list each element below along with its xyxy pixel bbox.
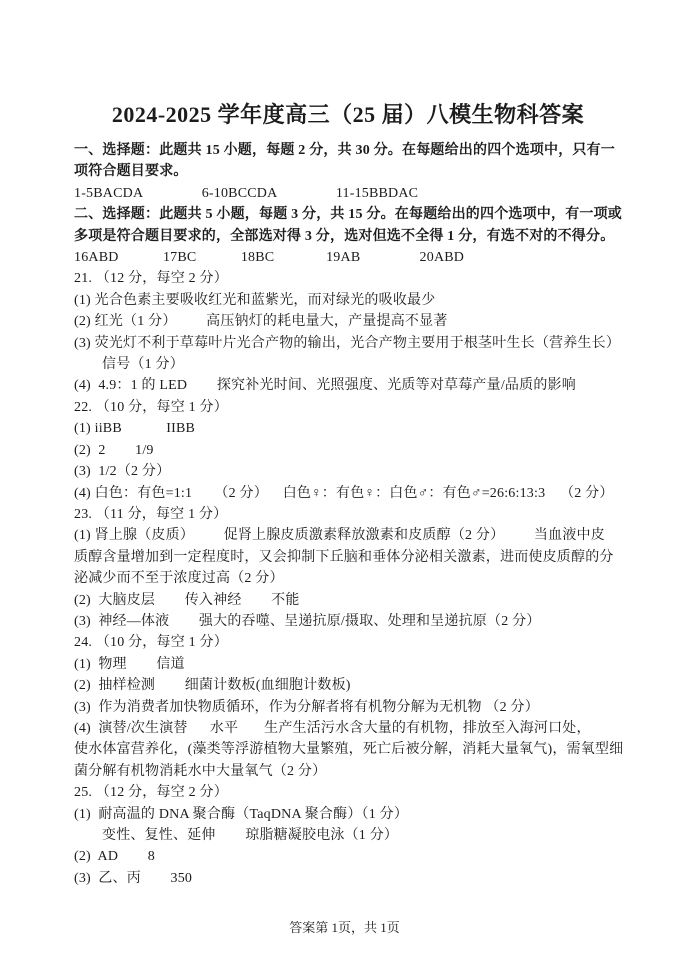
q24-answer-1: (1) 物理 信道 [74, 656, 185, 672]
q23-answer-1: (1) 肾上腺（皮质） 促肾上腺皮质激素释放激素和皮质醇（2 分） 当血液中皮 [74, 528, 605, 544]
section1-instructions-line1: 一、选择题：此题共 15 小题，每题 2 分，共 30 分。在每题给出的四个选项中，只有一 [74, 143, 615, 158]
q23-answer-2: (2) 大脑皮层 传入神经 不能 [74, 592, 300, 608]
q25-answer-2: (2) AD 8 [74, 849, 155, 865]
q25-answer-3: (3) 乙、丙 350 [74, 870, 193, 886]
page-title: 2024-2025 学年度高三（25 届）八模生物科答案 [111, 102, 585, 127]
q23-answer-1-continued-2: 泌减少而不至于浓度过高（2 分） [74, 571, 284, 587]
q24-answer-2: (2) 抽样检测 细菌计数板(血细胞计数板) [74, 678, 351, 694]
q22-header: 22. （10 分，每空 1 分） [74, 399, 228, 415]
q24-answer-4-continued-1: 使水体富营养化，(藻类等浮游植物大量繁殖，死亡后被分解，消耗大量氧气)，需氧型细 [74, 742, 624, 758]
section2-answers: 16ABD 17BC 18BC 19AB 20ABD [74, 250, 465, 266]
q22-answer-3: (3) 1/2（2 分） [74, 464, 171, 480]
q21-header: 21. （12 分，每空 2 分） [74, 271, 228, 287]
q23-header: 23. （11 分，每空 1 分） [74, 506, 228, 522]
q21-answer-4: (4) 4.9：1 的 LED 探究补光时间、光照强度、光质等对草莓产量/品质的影响 [74, 378, 576, 394]
q24-answer-3: (3) 作为消费者加快物质循环，作为分解者将有机物分解为无机物 （2 分） [74, 699, 539, 715]
q21-answer-1: (1) 光合色素主要吸收红光和蓝紫光，而对绿光的吸收最少 [74, 292, 436, 308]
section1-answers: 1-5BACDA 6-10BCCDA 11-15BBDAC [74, 185, 419, 201]
q21-answer-2: (2) 红光（1 分） 高压钠灯的耗电量大，产量提高不显著 [74, 314, 448, 330]
section2-instructions-line1: 二、选择题：此题共 5 小题，每题 3 分，共 15 分。在每题给出的四个选项中，有一项或 [74, 207, 622, 223]
q21-answer-3-continued: 信号（1 分） [102, 357, 184, 373]
q24-header: 24. （10 分，每空 1 分） [74, 635, 228, 651]
q24-answer-4-continued-2: 菌分解有机物消耗水中大量氧气（2 分） [74, 763, 327, 779]
q22-answer-2: (2) 2 1/9 [74, 442, 154, 458]
q22-answer-1: (1) iiBB IIBB [74, 421, 196, 437]
q23-answer-1-continued-1: 质醇含量增加到一定程度时，又会抑制下丘脑和垂体分泌相关激素，进而使皮质醇的分 [74, 549, 614, 565]
q22-answer-4: (4) 白色：有色=1:1 （2 分） 白色♀：有色♀：白色♂：有色♂=26:6:13:3 （2 分） [74, 485, 614, 501]
q25-answer-1: (1) 耐高温的 DNA 聚合酶（TaqDNA 聚合酶）（1 分） [74, 806, 409, 822]
q23-answer-3: (3) 神经—体液 强大的吞噬、呈递抗原/摄取、处理和呈递抗原（2 分） [74, 613, 541, 629]
page-footer: 答案第 1页，共 1页 [289, 920, 400, 935]
q25-header: 25. （12 分，每空 2 分） [74, 785, 228, 801]
section1-instructions-line2: 项符合题目要求。 [74, 164, 188, 180]
q25-answer-1-continued: 变性、复性、延伸 琼脂糖凝胶电泳（1 分） [102, 828, 399, 843]
answer-sheet-content [74, 100, 622, 889]
section2-instructions-line2: 多项是符合题目要求的，全部选对得 3 分，选对但选不全得 1 分，有选不对的不得分。 [74, 228, 615, 244]
q24-answer-4: (4) 演替/次生演替 水平 生产生活污水含大量的有机物，排放至入海河口处， [74, 720, 591, 736]
q21-answer-3: (3) 荧光灯不利于草莓叶片光合产物的输出，光合产物主要用于根茎叶生长（营养生长） [74, 335, 621, 351]
